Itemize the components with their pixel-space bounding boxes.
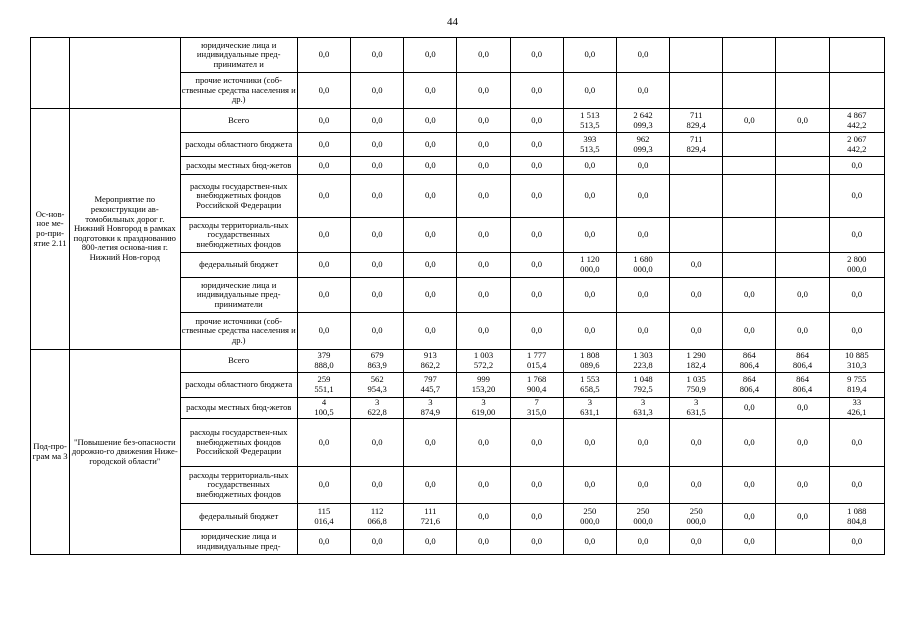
value-cell: 0,0	[723, 278, 776, 313]
funding-source: прочие источники (соб-ственные средства населения и др.)	[180, 73, 297, 109]
funding-source: расходы территориаль-ных государственных внебюджетных фондов	[180, 218, 297, 253]
value-cell: 0,0	[297, 530, 350, 555]
value-cell: 0,0	[829, 218, 884, 253]
value-cell: 0,0	[670, 530, 723, 555]
value-cell: 0,0	[723, 504, 776, 530]
value-cell: 111 721,6	[404, 504, 457, 530]
value-cell: 0,0	[616, 419, 669, 467]
value-cell: 864 806,4	[723, 350, 776, 373]
value-cell	[723, 73, 776, 109]
value-cell: 0,0	[404, 73, 457, 109]
value-cell: 562 954,3	[351, 373, 404, 398]
value-cell: 0,0	[297, 218, 350, 253]
value-cell: 0,0	[351, 38, 404, 73]
value-cell: 0,0	[297, 467, 350, 504]
value-cell: 0,0	[297, 157, 350, 175]
value-cell: 0,0	[297, 253, 350, 278]
value-cell	[723, 218, 776, 253]
value-cell	[670, 157, 723, 175]
section-code: Ос-нов-ное ме-ро-при-ятие 2.11	[31, 109, 70, 350]
value-cell: 864 806,4	[776, 373, 829, 398]
budget-table	[30, 37, 885, 555]
value-cell: 0,0	[616, 73, 669, 109]
value-cell: 250 000,0	[670, 504, 723, 530]
value-cell: 7 315,0	[510, 398, 563, 419]
value-cell: 0,0	[404, 218, 457, 253]
value-cell: 393 513,5	[563, 133, 616, 157]
value-cell: 0,0	[510, 467, 563, 504]
value-cell: 0,0	[670, 467, 723, 504]
value-cell: 0,0	[404, 278, 457, 313]
value-cell: 0,0	[616, 467, 669, 504]
value-cell: 0,0	[723, 398, 776, 419]
value-cell: 1 303 223,8	[616, 350, 669, 373]
value-cell: 0,0	[776, 278, 829, 313]
value-cell: 0,0	[351, 157, 404, 175]
value-cell: 0,0	[616, 175, 669, 218]
value-cell: 0,0	[457, 530, 510, 555]
value-cell: 0,0	[563, 278, 616, 313]
value-cell	[776, 73, 829, 109]
table-row	[31, 350, 885, 373]
value-cell: 711 829,4	[670, 133, 723, 157]
value-cell: 0,0	[404, 157, 457, 175]
value-cell: 2 067 442,2	[829, 133, 884, 157]
value-cell: 0,0	[776, 109, 829, 133]
value-cell: 0,0	[457, 38, 510, 73]
value-cell: 0,0	[776, 467, 829, 504]
value-cell: 0,0	[297, 73, 350, 109]
section-name	[70, 38, 180, 109]
value-cell: 0,0	[457, 109, 510, 133]
value-cell: 0,0	[297, 313, 350, 350]
value-cell: 0,0	[616, 530, 669, 555]
value-cell: 0,0	[457, 504, 510, 530]
funding-source: прочие источники (соб-ственные средства населения и др.)	[180, 313, 297, 350]
funding-source: юридические лица и индивидуальные пред-приниматели	[180, 278, 297, 313]
value-cell: 0,0	[616, 38, 669, 73]
value-cell: 0,0	[404, 313, 457, 350]
value-cell: 4 867 442,2	[829, 109, 884, 133]
value-cell: 0,0	[670, 253, 723, 278]
value-cell: 0,0	[723, 109, 776, 133]
value-cell: 864 806,4	[776, 350, 829, 373]
value-cell: 1 035 750,9	[670, 373, 723, 398]
value-cell: 0,0	[457, 157, 510, 175]
value-cell: 0,0	[670, 419, 723, 467]
value-cell: 0,0	[457, 73, 510, 109]
funding-source: юридические лица и индивидуальные пред-	[180, 530, 297, 555]
value-cell: 1 003 572,2	[457, 350, 510, 373]
value-cell: 0,0	[616, 157, 669, 175]
value-cell: 1 088 804,8	[829, 504, 884, 530]
value-cell: 10 885 310,3	[829, 350, 884, 373]
value-cell: 3 631,1	[563, 398, 616, 419]
value-cell: 679 863,9	[351, 350, 404, 373]
value-cell	[776, 253, 829, 278]
value-cell: 913 862,2	[404, 350, 457, 373]
value-cell: 962 099,3	[616, 133, 669, 157]
table-row	[31, 38, 885, 73]
funding-source: Всего	[180, 109, 297, 133]
value-cell: 0,0	[723, 313, 776, 350]
page-number: 44	[447, 16, 458, 28]
value-cell	[776, 38, 829, 73]
value-cell: 2 642 099,3	[616, 109, 669, 133]
value-cell: 0,0	[510, 175, 563, 218]
value-cell: 0,0	[351, 218, 404, 253]
value-cell: 0,0	[404, 419, 457, 467]
section-code	[31, 38, 70, 109]
value-cell: 1 808 089,6	[563, 350, 616, 373]
value-cell: 0,0	[563, 175, 616, 218]
value-cell: 0,0	[616, 278, 669, 313]
value-cell: 864 806,4	[723, 373, 776, 398]
value-cell: 0,0	[457, 419, 510, 467]
value-cell: 0,0	[616, 313, 669, 350]
value-cell: 112 066,8	[351, 504, 404, 530]
value-cell: 0,0	[457, 253, 510, 278]
value-cell: 33 426,1	[829, 398, 884, 419]
value-cell: 0,0	[829, 157, 884, 175]
value-cell: 0,0	[404, 109, 457, 133]
value-cell: 0,0	[351, 419, 404, 467]
value-cell: 0,0	[351, 467, 404, 504]
value-cell: 0,0	[723, 467, 776, 504]
value-cell: 0,0	[351, 133, 404, 157]
value-cell: 0,0	[776, 313, 829, 350]
value-cell: 1 513 513,5	[563, 109, 616, 133]
value-cell: 0,0	[510, 253, 563, 278]
funding-source: юридические лица и индивидуальные пред-принимател и	[180, 38, 297, 73]
value-cell: 0,0	[510, 218, 563, 253]
value-cell: 0,0	[457, 218, 510, 253]
value-cell: 797 445,7	[404, 373, 457, 398]
value-cell: 1 777 015,4	[510, 350, 563, 373]
value-cell: 0,0	[616, 218, 669, 253]
funding-source: расходы областного бюджета	[180, 373, 297, 398]
value-cell: 0,0	[829, 467, 884, 504]
value-cell	[776, 530, 829, 555]
value-cell	[723, 157, 776, 175]
value-cell: 0,0	[510, 530, 563, 555]
value-cell: 379 888,0	[297, 350, 350, 373]
funding-source: расходы территориаль-ных государственных внебюджетных фондов	[180, 467, 297, 504]
value-cell: 0,0	[457, 313, 510, 350]
value-cell	[723, 133, 776, 157]
value-cell: 0,0	[297, 419, 350, 467]
value-cell: 0,0	[351, 175, 404, 218]
value-cell	[776, 175, 829, 218]
value-cell: 4 100,5	[297, 398, 350, 419]
value-cell: 0,0	[563, 419, 616, 467]
value-cell: 1 048 792,5	[616, 373, 669, 398]
value-cell: 0,0	[351, 530, 404, 555]
value-cell	[829, 38, 884, 73]
value-cell	[723, 175, 776, 218]
value-cell: 0,0	[563, 218, 616, 253]
value-cell: 0,0	[510, 38, 563, 73]
value-cell: 0,0	[297, 175, 350, 218]
value-cell	[670, 73, 723, 109]
funding-source: федеральный бюджет	[180, 253, 297, 278]
value-cell: 250 000,0	[563, 504, 616, 530]
funding-source: расходы государствен-ных внебюджетных фондов Российской Федерации	[180, 419, 297, 467]
value-cell: 3 874,9	[404, 398, 457, 419]
funding-source: расходы местных бюд-жетов	[180, 157, 297, 175]
value-cell: 0,0	[563, 38, 616, 73]
value-cell: 1 768 900,4	[510, 373, 563, 398]
value-cell: 0,0	[457, 133, 510, 157]
value-cell: 0,0	[510, 73, 563, 109]
value-cell: 0,0	[351, 278, 404, 313]
value-cell: 0,0	[351, 313, 404, 350]
value-cell: 1 290 182,4	[670, 350, 723, 373]
value-cell: 0,0	[404, 467, 457, 504]
value-cell	[829, 73, 884, 109]
value-cell: 0,0	[351, 109, 404, 133]
value-cell: 0,0	[829, 278, 884, 313]
value-cell: 0,0	[829, 419, 884, 467]
value-cell: 0,0	[829, 530, 884, 555]
value-cell: 250 000,0	[616, 504, 669, 530]
value-cell: 0,0	[297, 38, 350, 73]
value-cell: 0,0	[829, 313, 884, 350]
value-cell: 3 622,8	[351, 398, 404, 419]
value-cell: 115 016,4	[297, 504, 350, 530]
value-cell: 0,0	[510, 157, 563, 175]
funding-source: расходы государствен-ных внебюджетных фондов Российской Федерации	[180, 175, 297, 218]
value-cell: 0,0	[457, 467, 510, 504]
value-cell: 0,0	[404, 38, 457, 73]
value-cell: 0,0	[351, 73, 404, 109]
value-cell: 0,0	[404, 175, 457, 218]
value-cell: 3 631,3	[616, 398, 669, 419]
value-cell: 3 631,5	[670, 398, 723, 419]
value-cell: 0,0	[723, 419, 776, 467]
value-cell: 999 153,20	[457, 373, 510, 398]
value-cell: 0,0	[297, 109, 350, 133]
value-cell: 0,0	[351, 253, 404, 278]
value-cell: 0,0	[404, 253, 457, 278]
value-cell: 1 680 000,0	[616, 253, 669, 278]
table-row	[31, 109, 885, 133]
value-cell: 1 553 658,5	[563, 373, 616, 398]
value-cell: 0,0	[563, 313, 616, 350]
value-cell	[723, 38, 776, 73]
value-cell: 0,0	[670, 278, 723, 313]
value-cell: 259 551,1	[297, 373, 350, 398]
section-name: Мероприятие по реконструкции ав-томобильных дорог г. Нижний Новгород в рамках подготовки к празднованию 800-летия основа-ния г. Нижний Нов-город	[70, 109, 180, 350]
value-cell	[776, 157, 829, 175]
value-cell	[776, 218, 829, 253]
value-cell: 0,0	[510, 504, 563, 530]
value-cell: 0,0	[670, 313, 723, 350]
value-cell: 0,0	[563, 157, 616, 175]
value-cell: 0,0	[510, 278, 563, 313]
value-cell: 0,0	[829, 175, 884, 218]
value-cell	[670, 38, 723, 73]
value-cell: 2 800 000,0	[829, 253, 884, 278]
funding-source: Всего	[180, 350, 297, 373]
value-cell: 0,0	[297, 133, 350, 157]
funding-source: расходы областного бюджета	[180, 133, 297, 157]
value-cell: 711 829,4	[670, 109, 723, 133]
value-cell: 0,0	[563, 73, 616, 109]
value-cell: 1 120 000,0	[563, 253, 616, 278]
value-cell: 9 755 819,4	[829, 373, 884, 398]
section-code: Под-про-грам ма 3	[31, 350, 70, 555]
funding-source: федеральный бюджет	[180, 504, 297, 530]
value-cell: 0,0	[297, 278, 350, 313]
value-cell: 0,0	[510, 313, 563, 350]
value-cell: 0,0	[563, 467, 616, 504]
value-cell	[723, 253, 776, 278]
value-cell: 0,0	[776, 398, 829, 419]
budget-table-body	[31, 38, 885, 555]
value-cell: 0,0	[457, 175, 510, 218]
value-cell	[670, 218, 723, 253]
value-cell: 0,0	[404, 530, 457, 555]
value-cell: 0,0	[723, 530, 776, 555]
value-cell: 0,0	[510, 109, 563, 133]
value-cell: 0,0	[563, 530, 616, 555]
value-cell: 0,0	[776, 504, 829, 530]
section-name: "Повышение без-опасности дорожно-го движения Ниже-городской области"	[70, 350, 180, 555]
value-cell: 0,0	[404, 133, 457, 157]
value-cell	[776, 133, 829, 157]
value-cell: 0,0	[457, 278, 510, 313]
value-cell: 0,0	[510, 419, 563, 467]
funding-source: расходы местных бюд-жетов	[180, 398, 297, 419]
value-cell: 0,0	[510, 133, 563, 157]
value-cell: 0,0	[776, 419, 829, 467]
value-cell	[670, 175, 723, 218]
value-cell: 3 619,00	[457, 398, 510, 419]
